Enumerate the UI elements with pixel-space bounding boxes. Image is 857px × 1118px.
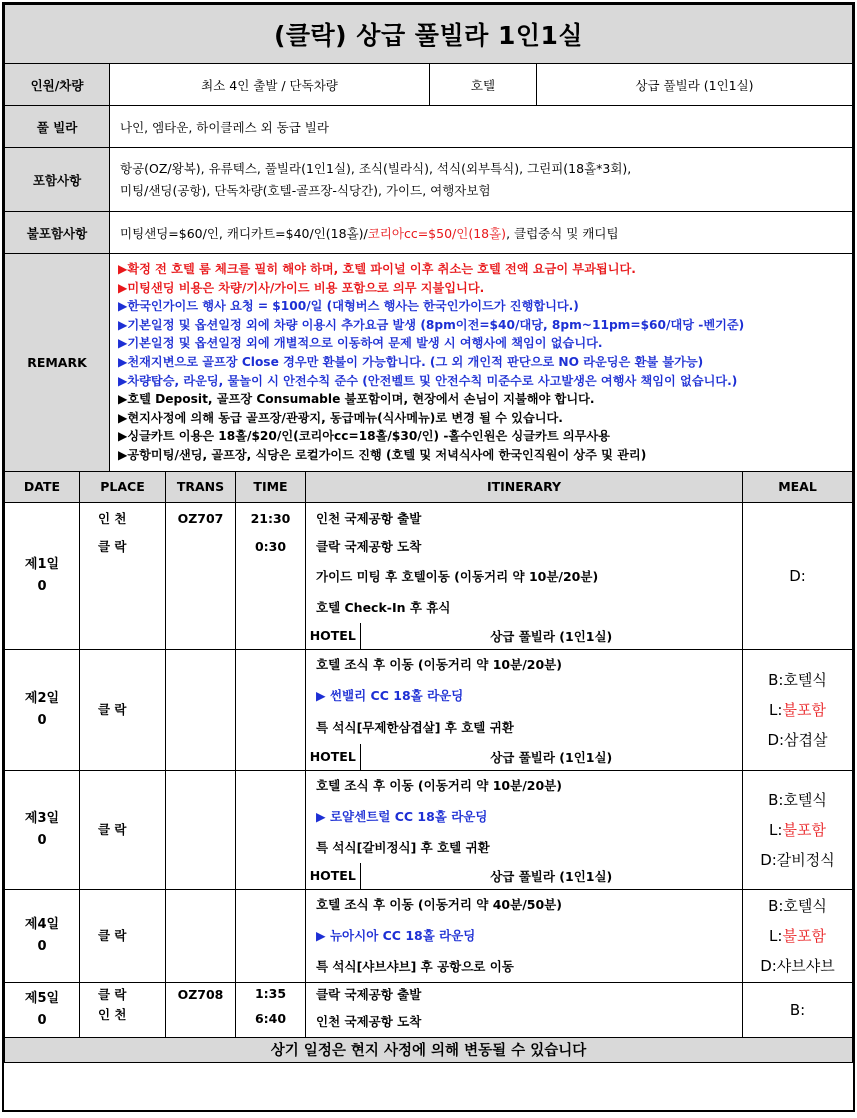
footer-note: 상기 일정은 현지 사정에 의해 변동될 수 있습니다 [5,1037,853,1062]
day-3-meal-b: B:호텔식 [768,790,827,809]
day-4-place: 클 락 [80,889,166,982]
remark-item: ▶싱글카트 이용은 18홀/$20/인(코리아cc=18홀/$30/인) -홀수인원은 싱글카트 의무사용 [118,429,610,444]
schedule-table [4,471,853,1063]
day-2-meal-l-value: 불포함 [782,700,826,719]
day-3-meal-l [743,815,852,845]
day-4-meal-l-prefix: L: [769,926,783,945]
day-4-item-3: 특 석식[샤브샤브] 후 공항으로 이동 [316,958,514,974]
day-4-row [5,889,853,982]
day-5-place [80,982,166,1037]
day-1-time-2: 0:30 [254,538,287,554]
day-2-hotel-name: 상급 풀빌라 (1인1실) [490,749,613,765]
day-2-item-2: ▶ 썬밸리 CC 18홀 라운딩 [316,687,464,703]
day-3-item-1: 호텔 조식 후 이동 (이동거리 약 10분/20분) [316,777,562,793]
day-3-time [236,770,306,889]
day-5-time-1: 1:35 [254,985,287,1001]
day-3-label: 제3일 [24,810,60,826]
day-2-date [5,649,80,770]
day-2-itinerary [306,649,743,770]
hotel-value: 상급 풀빌라 (1인1실) [537,64,853,106]
day-1-label: 제1일 [24,556,60,572]
day-1-time [236,502,306,649]
day-2-label: 제2일 [24,690,60,706]
day-2-time [236,649,306,770]
persons-value: 최소 4인 출발 / 단독차량 [110,64,430,106]
remark-item: ▶한국인가이드 행사 요청 = $100/일 (대형버스 행사는 한국인가이드가 진행합니다.) [118,299,579,314]
persons-label: 인원/차량 [5,64,110,106]
excluded-part-3: , 클럽중식 및 캐디팁 [506,225,619,241]
day-3-hotel-name: 상급 풀빌라 (1인1실) [490,868,613,884]
info-table [4,4,853,472]
included-value [110,148,853,212]
day-2-item-1: 호텔 조식 후 이동 (이동거리 약 10분/20분) [316,656,562,672]
page-title: (클락) 상급 풀빌라 1인1실 [5,5,853,64]
day-2-meal-d: D:삼겹살 [767,730,828,749]
included-line-1: 항공(OZ/왕복), 유류텍스, 풀빌라(1인1실), 조식(빌라식), 석식(외부특식), 그린피(18홀*3회), [120,160,632,176]
day-5-time [236,982,306,1037]
day-3-trans [166,770,236,889]
day-3-item-3: 특 석식[갈비정식] 후 호텔 귀환 [316,839,490,855]
day-5-date [5,982,80,1037]
day-3-sub: 0 [37,832,47,848]
excluded-value [110,212,853,254]
day-2-row [5,649,853,770]
excluded-label: 불포함사항 [5,212,110,254]
day-4-time [236,889,306,982]
day-1-place [80,502,166,649]
villa-label: 풀 빌라 [5,106,110,148]
day-3-meal-d: D:갈비정식 [760,850,835,869]
day-5-time-2: 6:40 [254,1010,287,1026]
day-5-itinerary [306,982,743,1037]
remark-item: ▶기본일정 및 옵션일정 외에 개별적으로 이동하여 문제 발생 시 여행사에 책임이 없습니다. [118,336,603,351]
day-5-place-2: 인 천 [98,1006,127,1022]
header-time: TIME [236,471,306,502]
itinerary-document [2,2,855,1112]
day-1-meal: D: [743,502,853,649]
day-4-meal-d: D:샤브샤브 [760,956,835,975]
day-5-row [5,982,853,1037]
day-5-sub: 0 [37,1012,47,1028]
day-1-itinerary [306,502,743,649]
day-4-trans [166,889,236,982]
day-4-meal [743,889,853,982]
excluded-part-korea-cc: 코리아cc=$50/인(18홀) [367,225,507,241]
day-1-trans: OZ707 [166,502,236,649]
day-4-meal-l-value: 불포함 [782,926,826,945]
day-1-sub: 0 [37,578,47,594]
day-2-hotel-label: HOTEL [306,744,360,770]
day-3-hotel-label: HOTEL [306,863,360,889]
included-line-2: 미팅/샌딩(공항), 단독차량(호텔-골프장-식당간), 가이드, 여행자보험 [120,182,491,198]
header-date: DATE [5,471,80,502]
remark-list [110,254,853,472]
day-2-meal-l-prefix: L: [769,700,783,719]
remark-item: ▶현지사정에 의해 동급 골프장/관광지, 동급메뉴(식사메뉴)로 변경 될 수 있습니다. [118,410,563,425]
day-1-place-1: 인 천 [98,510,127,526]
remark-item: ▶천재지변으로 골프장 Close 경우만 환불이 가능합니다. (그 외 개인적 판단으로 NO 라운딩은 환불 불가능) [118,354,704,369]
day-3-date [5,770,80,889]
day-1-hotel-name: 상급 풀빌라 (1인1실) [490,628,613,644]
day-1-row [5,502,853,649]
remark-item: ▶호텔 Deposit, 골프장 Consumable 불포함이며, 현장에서 손님이 지불해야 합니다. [118,392,595,407]
day-2-meal-l [743,695,852,725]
remark-item: ▶공항미팅/샌딩, 골프장, 식당은 로컬가이드 진행 (호텔 및 저녁식사에 한국인직원이 상주 및 관리) [118,447,647,462]
day-4-sub: 0 [37,938,47,954]
day-3-meal-l-value: 불포함 [782,820,826,839]
day-5-item-1: 클락 국제공항 출발 [316,986,422,1002]
day-5-meal: B: [743,982,853,1037]
remark-item: ▶기본일정 및 옵션일정 외에 차량 이용시 추가요금 발생 (8pm이전=$40/대당, 8pm~11pm=$60/대당 -벤기준) [118,317,745,332]
day-2-item-3: 특 석식[무제한삼겹살] 후 호텔 귀환 [316,719,514,735]
day-2-meal [743,649,853,770]
day-3-meal [743,770,853,889]
day-3-place: 클 락 [80,770,166,889]
day-3-meal-l-prefix: L: [769,820,783,839]
day-3-row [5,770,853,889]
day-3-itinerary [306,770,743,889]
header-itinerary: ITINERARY [306,471,743,502]
day-5-place-1: 클 락 [98,986,127,1002]
day-5-label: 제5일 [24,990,60,1006]
day-5-trans: OZ708 [166,982,236,1037]
day-3-item-2: ▶ 로얄센트럴 CC 18홀 라운딩 [316,808,488,824]
day-2-meal-b: B:호텔식 [768,670,827,689]
day-4-item-1: 호텔 조식 후 이동 (이동거리 약 40분/50분) [316,896,562,912]
remark-label: REMARK [5,254,110,472]
schedule-header-row [5,471,853,502]
day-1-item-4: 호텔 Check-In 후 휴식 [316,599,451,615]
day-1-item-2: 클락 국제공항 도착 [316,538,422,554]
day-4-item-2: ▶ 뉴아시아 CC 18홀 라운딩 [316,927,476,943]
remark-item: ▶확정 전 호텔 룸 체크를 필히 해야 하며, 호텔 파이널 이후 취소는 호텔 전액 요금이 부과됩니다. [118,262,636,276]
day-4-itinerary [306,889,743,982]
day-5-item-2: 인천 국제공항 도착 [316,1013,422,1029]
day-1-item-1: 인천 국제공항 출발 [316,510,422,526]
excluded-part-1: 미팅샌딩=$60/인, 캐디카트=$40/인(18홀)/ [120,225,368,241]
included-label: 포함사항 [5,148,110,212]
day-4-label: 제4일 [24,916,60,932]
header-place: PLACE [80,471,166,502]
header-trans: TRANS [166,471,236,502]
day-4-meal-l [743,921,852,951]
day-2-sub: 0 [37,712,47,728]
villa-value: 나인, 엠타운, 하이클레스 외 동급 빌라 [110,106,853,148]
hotel-label: 호텔 [430,64,537,106]
remark-item: ▶미팅샌딩 비용은 차량/기사/가이드 비용 포함으로 의무 지불입니다. [118,280,485,295]
day-1-item-3: 가이드 미팅 후 호텔이동 (이동거리 약 10분/20분) [316,568,599,584]
day-4-date [5,889,80,982]
remark-item: ▶차량탑승, 라운딩, 물놀이 시 안전수칙 준수 (안전벨트 및 안전수칙 미준수로 사고발생은 여행사 책임이 없습니다.) [118,373,738,388]
day-4-meal-b: B:호텔식 [768,896,827,915]
header-meal: MEAL [743,471,853,502]
day-1-date [5,502,80,649]
day-2-place: 클 락 [80,649,166,770]
day-1-time-1: 21:30 [250,510,291,526]
day-1-place-2: 클 락 [98,538,127,554]
day-1-hotel-label: HOTEL [306,623,360,649]
day-2-trans [166,649,236,770]
